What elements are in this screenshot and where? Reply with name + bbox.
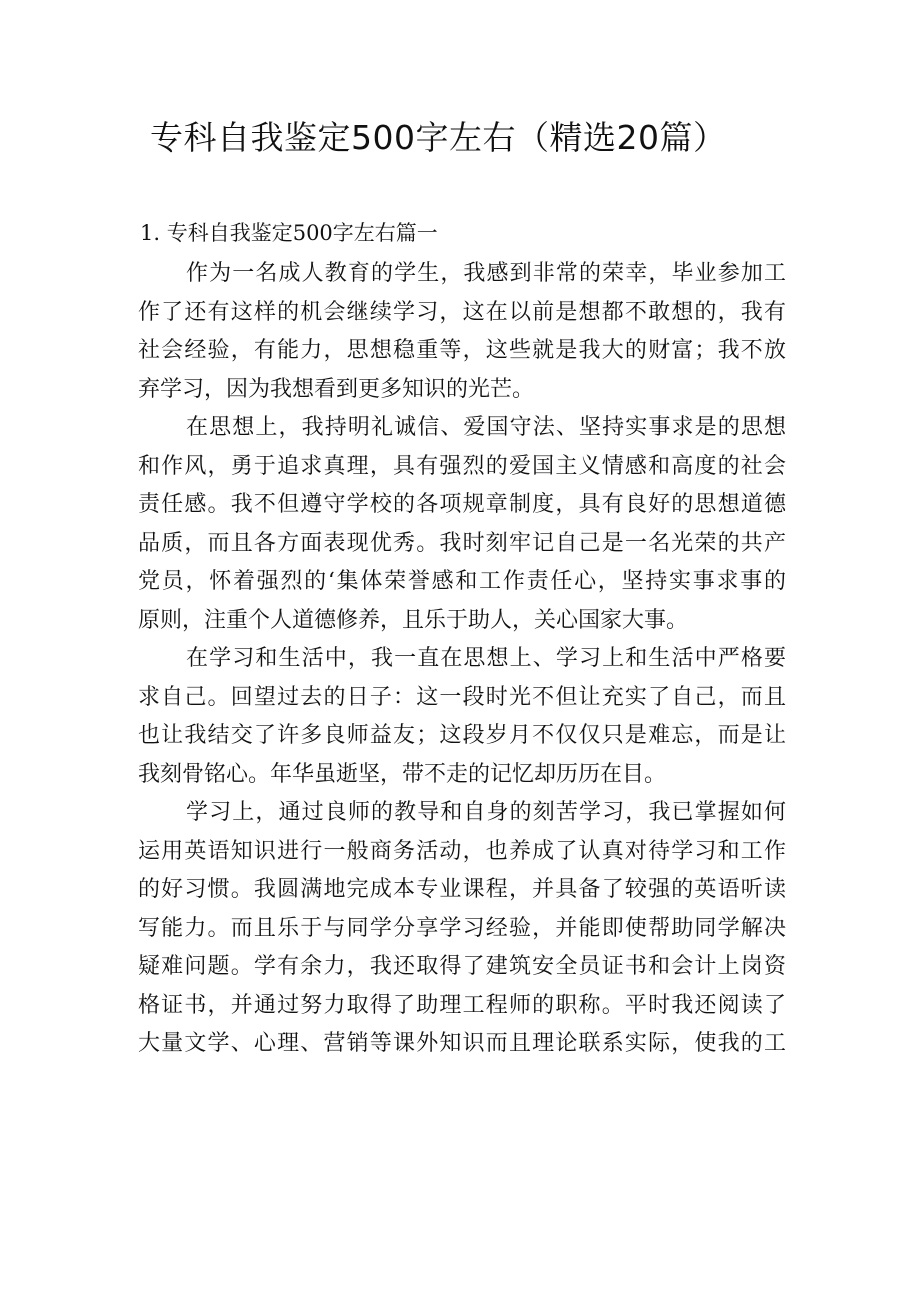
paragraph-2-line-2: 和作风，勇于追求真理，具有强烈的爱国主义情感和高度的社会 xyxy=(138,453,786,479)
paragraph-4-line-4: 写能力。而且乐于与同学分享学习经验，并能即使帮助同学解决 xyxy=(138,915,786,941)
paragraph-1-line-1: 作为一名成人教育的学生，我感到非常的荣幸，毕业参加工 xyxy=(186,261,786,286)
paragraph-3-line-2: 求自己。回望过去的日子：这一段时光不但让充实了自己，而且 xyxy=(138,684,786,710)
paragraph-4-line-2: 运用英语知识进行一般商务活动，也养成了认真对待学习和工作 xyxy=(138,838,786,864)
paragraph-4-line-7: 大量文学、心理、营销等课外知识而且理论联系实际，使我的工 xyxy=(138,1031,786,1056)
paragraph-3-line-3: 也让我结交了许多良师益友；这段岁月不仅仅只是难忘，而是让 xyxy=(138,723,786,748)
paragraph-4-line-5: 疑难问题。学有余力，我还取得了建筑安全员证书和会计上岗资 xyxy=(138,954,786,979)
document-title: 专科自我鉴定500字左右（精选20篇） xyxy=(150,118,727,157)
paragraph-4-line-1: 学习上，通过良师的教导和自身的刻苦学习，我已掌握如何 xyxy=(186,800,786,825)
paragraph-3-line-1: 在学习和生活中，我一直在思想上、学习上和生活中严格要 xyxy=(186,646,786,671)
paragraph-2-line-5: 党员，怀着强烈的‘集体荣誉感和工作责任心，坚持实事求事的 xyxy=(138,569,786,594)
paragraph-1-line-3: 社会经验，有能力，思想稳重等，这些就是我大的财富；我不放 xyxy=(138,338,786,363)
body-text xyxy=(138,255,786,1064)
paragraph-3-line-4: 我刻骨铭心。年华虽逝坚，带不走的记忆却历历在目。 xyxy=(138,761,667,787)
paragraph-4-line-3: 的好习惯。我圆满地完成本专业课程，并具备了较强的英语听读 xyxy=(138,877,786,902)
paragraph-4-line-6: 格证书，并通过努力取得了助理工程师的职称。平时我还阅读了 xyxy=(138,992,786,1018)
paragraph-2-line-4: 品质，而且各方面表现优秀。我时刻牢记自己是一名光荣的共产 xyxy=(138,530,786,556)
paragraph-2-line-6: 原则，注重个人道德修养，且乐于助人，关心国家大事。 xyxy=(138,607,689,633)
paragraph-2-line-3: 责任感。我不但遵守学校的各项规章制度，具有良好的思想道德 xyxy=(138,492,786,517)
section-heading: 1. 专科自我鉴定500字左右篇一 xyxy=(140,221,438,245)
paragraph-2-line-1: 在思想上，我持明礼诚信、爱国守法、坚持实事求是的思想 xyxy=(186,415,786,440)
paragraph-1-line-4: 弃学习，因为我想看到更多知识的光芒。 xyxy=(138,376,535,402)
paragraph-1-line-2: 作了还有这样的机会继续学习，这在以前是想都不敢想的，我有 xyxy=(138,299,786,325)
